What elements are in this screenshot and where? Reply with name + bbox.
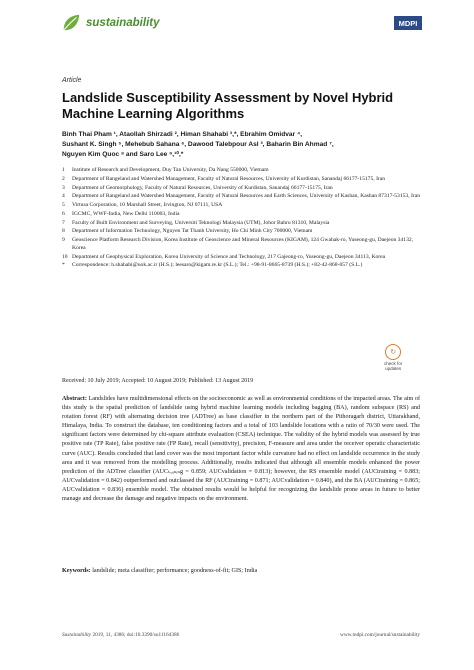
affiliation-item: 7 Faculty of Built Environment and Surveying, Universiti Teknologi Malaysia (UTM), Johor Bahru 81310, Malaysia	[62, 219, 330, 226]
keywords-label: Keywords:	[62, 568, 91, 574]
journal-name: sustainability	[86, 17, 160, 29]
affiliation-item: 9 Geoscience Platform Research Division, Korea Institute of Geoscience and Mineral Resources (KIGAM), 124 Gwahak-ro, Yuseong-gu, Daejeon 34132, Korea	[62, 237, 414, 251]
affiliation-item: 3 Department of Geomorphology, Faculty of Natural Resources, University of Kurdistan, Sanandaj 66177-15175, Iran	[62, 184, 333, 191]
correspondence: * Correspondence: h.shahabi@uok.ac.ir (H.S.); leesaro@kigam.re.kr (S.L.); Tel.: +98-91-8665-8739 (H.S.); +82-42-868-057 (S.L.)	[62, 262, 363, 269]
affiliation-item: 5 Virtusa Corporation, 10 Marshall Street, Irvington, NJ 07111, USA	[62, 202, 223, 209]
article-type: Article	[62, 77, 82, 84]
publisher-logo: MDPI	[394, 16, 422, 30]
affiliation-item: 4 Department of Rangeland and Watershed Management, Faculty of Natural Resources and Earth Sciences, University of Kashan, Kashan 87317-53153, Iran	[62, 193, 421, 200]
affiliation-item: 6 IGCMC, WWF-India, New Delhi 110003, India	[62, 210, 180, 217]
author-list	[62, 130, 422, 160]
refresh-icon: ↻	[385, 344, 401, 360]
leaf-icon	[60, 12, 82, 34]
keywords	[62, 568, 420, 574]
keywords-text: landslide; meta classifier; performance; goodness-of-fit; GIS; India	[92, 568, 258, 574]
abstract	[62, 395, 420, 504]
author-line: Binh Thai Pham ¹, Ataollah Shirzadi ², Himan Shahabi ³,*, Ebrahim Omidvar ⁴,	[62, 131, 303, 138]
abstract-label: Abstract:	[62, 396, 87, 402]
affiliation-item: 8 Department of Information Technology, Nguyen Tat Thanh University, Ho Chi Minh City 700000, Vietnam	[62, 228, 313, 235]
publication-dates: Received: 10 July 2019; Accepted: 10 August 2019; Published: 13 August 2019	[62, 378, 254, 384]
citation: Sustainability 2019, 11, 4386; doi:10.3390/su11164386	[62, 632, 180, 638]
check-for-updates-badge[interactable]: ↻ check for updates	[384, 344, 402, 371]
author-line: Nguyen Kim Quoc ⁸ and Saro Lee ⁹,¹⁰,*	[62, 151, 184, 158]
journal-url[interactable]: www.mdpi.com/journal/sustainability	[340, 632, 420, 638]
affiliations	[62, 167, 422, 271]
affiliation-item: 1 Institute of Research and Development, Duy Tan University, Da Nang 550000, Vietnam	[62, 167, 269, 173]
journal-logo	[60, 12, 160, 34]
author-line: Sushant K. Singh ⁵, Mehebub Sahana ⁶, Dawood Talebpour Asl ³, Baharin Bin Ahmad ⁷,	[62, 141, 334, 148]
affiliation-item: 10 Department of Geophysical Exploration, Korea University of Science and Technology, 217 Gajeong-ro, Yuseong-gu, Daejeon 34113, Korea	[62, 253, 386, 260]
article-title: Landslide Susceptibility Assessment by Novel Hybrid Machine Learning Algorithms	[62, 90, 394, 121]
abstract-text: Landslides have multidimensional effects on the socioeconomic as well as environmental conditions of the impacted areas. The aim of this study is the spatial prediction of landslide using hybrid machine learning models including bagging (BA), random subspace (RS) and rotation forest (RF) with alternating decision tree (ADTree) as base classifier in the northern part of the Pithoragarh district, Uttarakhand, Himalaya, India. To construct the database, ten conditioning factors and a total of 103 landslide locations with a ratio of 70/30 were used. The significant factors were determined by chi-square attribute evaluation (CSEA) technique. The validity of the hybrid models was assessed by true positive rate (TP Rate), false positive rate (FP Rate), recall (sensitivity), precision, F-measure and area under the receiver operatic characteristic curve (AUC). Results concluded that land cover was the most important factor while curvature had no effect on landslide occurrence in the study area and it was removed from the modelling process. Additionally, results indicated that although all ensemble models enhanced the power prediction of the ADTree classifier (AUCₜᵣₐᵢₙᵢₙg = 0.859; AUCvalidation = 0.813); however, the RS ensemble model (AUCtraining = 0.883; AUCvalidation = 0.842) outperformed and outclassed the RF (AUCtraining = 0.871; AUCvalidation = 0.840), and the BA (AUCtraining = 0.865; AUCvalidation = 0.836) ensemble model. The obtained results would be helpful for recognizing the landslide prone areas in future to better manage and decrease the damage and negative impacts on the environment.	[62, 396, 420, 503]
affiliation-item: 2 Department of Rangeland and Watershed Management, Faculty of Natural Resources, University of Kurdistan, Sanandaj 66177-15175, Iran	[62, 175, 386, 182]
